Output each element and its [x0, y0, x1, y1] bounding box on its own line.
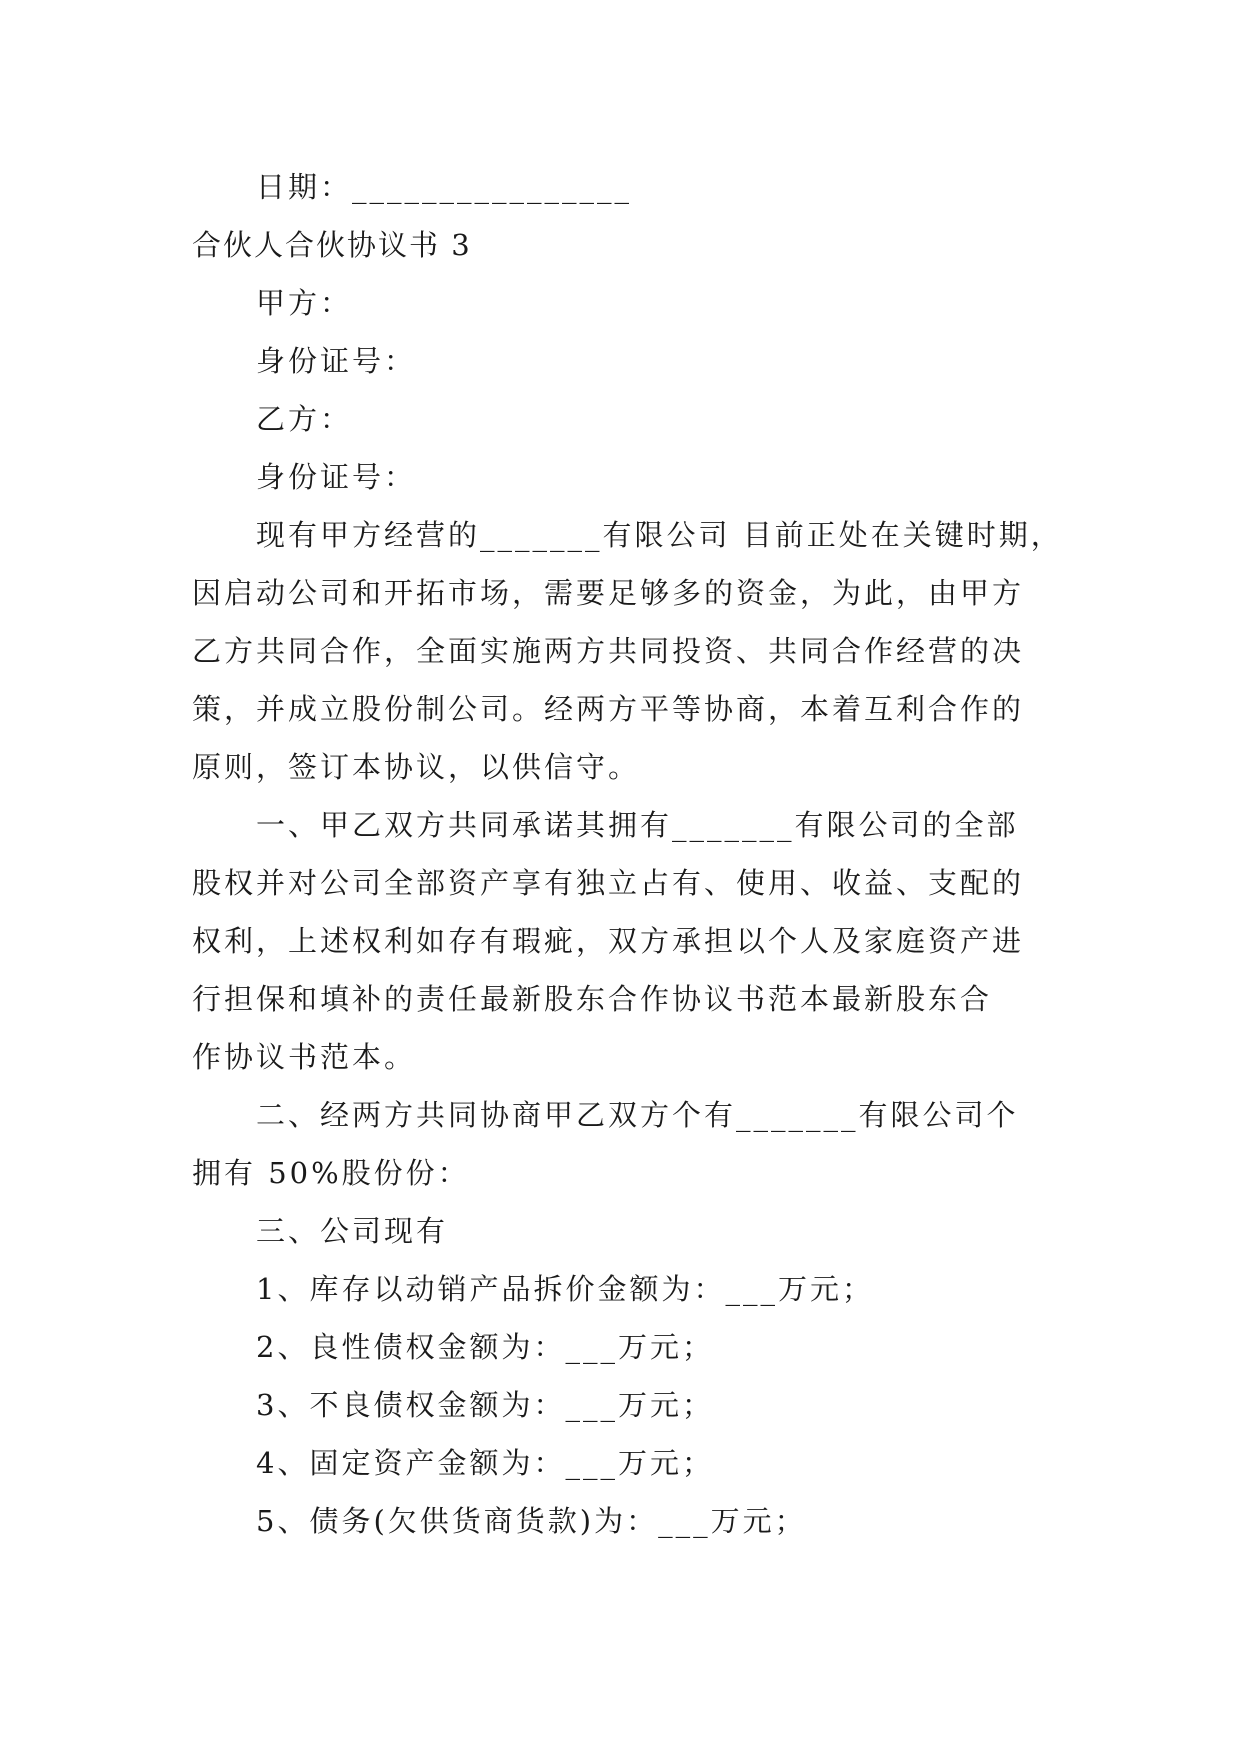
party-b-id-line: 身份证号： [256, 460, 417, 494]
clause-3-item-1: 1、库存以动销产品拆价金额为：___万元； [256, 1272, 874, 1306]
clause-3-item-2: 2、良性债权金额为：___万元； [256, 1330, 714, 1364]
clause-3-heading: 三、公司现有 [256, 1214, 449, 1248]
clause-3-item-4: 4、固定资产金额为：___万元； [256, 1446, 714, 1480]
clause-3-item-3: 3、不良债权金额为：___万元； [256, 1388, 714, 1422]
clause-1-line-3: 权利，上述权利如存有瑕疵，双方承担以个人及家庭资产进 [192, 924, 1025, 958]
preamble-line-5: 原则，签订本协议，以供信守。 [192, 750, 641, 784]
preamble-line-2: 因启动公司和开拓市场，需要足够多的资金，为此，由甲方 [192, 576, 1025, 610]
date-line: 日期：________________ [256, 170, 633, 204]
clause-3-item-5: 5、债务(欠供货商货款)为：___万元； [256, 1504, 807, 1538]
clause-1-line-4: 行担保和填补的责任最新股东合作协议书范本最新股东合 [192, 982, 993, 1016]
clause-1-line-1: 一、甲乙双方共同承诺其拥有_______有限公司的全部 [256, 808, 1019, 842]
party-a-line: 甲方： [256, 286, 353, 320]
clause-2-line-1: 二、经两方共同协商甲乙双方个有_______有限公司个 [256, 1098, 1019, 1132]
clause-1-line-5: 作协议书范本。 [192, 1040, 417, 1074]
party-b-line: 乙方： [256, 402, 353, 436]
preamble-line-1: 现有甲方经营的_______有限公司 目前正处在关键时期， [256, 518, 1063, 552]
party-a-id-line: 身份证号： [256, 344, 417, 378]
document-body [192, 158, 1063, 1550]
preamble-line-4: 策，并成立股份制公司。经两方平等协商，本着互利合作的 [192, 692, 1025, 726]
preamble-line-3: 乙方共同合作，全面实施两方共同投资、共同合作经营的决 [192, 634, 1025, 668]
clause-1-line-2: 股权并对公司全部资产享有独立占有、使用、收益、支配的 [192, 866, 1025, 900]
document-title: 合伙人合伙协议书 3 [192, 228, 472, 262]
clause-2-line-2: 拥有 50%股份份： [192, 1156, 470, 1190]
